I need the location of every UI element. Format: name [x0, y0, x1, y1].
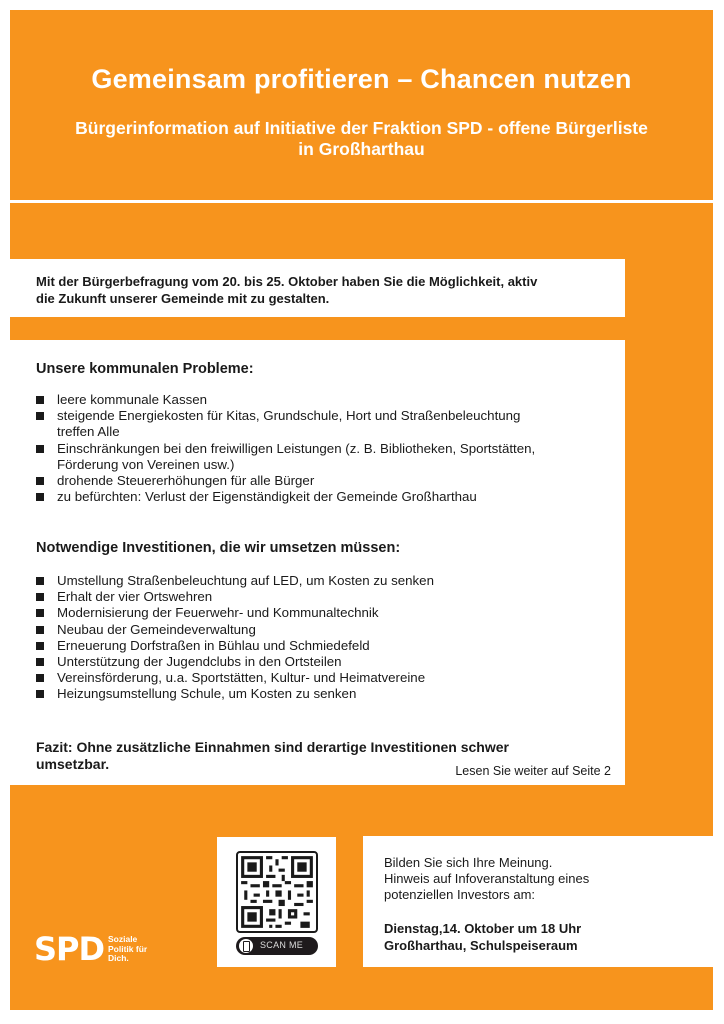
bullet-square-icon: [36, 674, 44, 682]
list-item: zu befürchten: Verlust der Eigenständigkeit der Gemeinde Großharthau: [36, 489, 616, 505]
qr-code-box: [217, 837, 336, 967]
intro-text: [36, 273, 616, 307]
list-item: Modernisierung der Feuerwehr- und Kommunaltechnik: [36, 605, 616, 621]
conclusion-line: umsetzbar.: [36, 756, 110, 772]
event-date: Dienstag,14. Oktober um 18 Uhr: [384, 921, 582, 936]
bullet-square-icon: [36, 445, 44, 453]
intro-line: Mit der Bürgerbefragung vom 20. bis 25. Oktober haben Sie die Möglichkeit, aktiv: [36, 274, 538, 289]
bullet-square-icon: [36, 493, 44, 501]
investments-list: [36, 573, 616, 703]
list-item: leere kommunale Kassen: [36, 392, 616, 408]
list-item: Umstellung Straßenbeleuchtung auf LED, um Kosten zu senken: [36, 573, 616, 589]
list-item: Unterstützung der Jugendclubs in den Ortsteilen: [36, 654, 616, 670]
investments-heading: Notwendige Investitionen, die wir umsetzen müssen:: [36, 540, 401, 556]
info-line: Hinweis auf Infoveranstaltung eines: [384, 871, 590, 886]
event-info-box: [363, 836, 713, 967]
intro-line: die Zukunft unserer Gemeinde mit zu gestalten.: [36, 291, 330, 306]
list-item: Heizungsumstellung Schule, um Kosten zu senken: [36, 686, 616, 702]
info-line: potenziellen Investors am:: [384, 887, 536, 902]
problems-heading: Unsere kommunalen Probleme:: [36, 361, 254, 377]
info-line: Bilden Sie sich Ihre Meinung.: [384, 855, 553, 870]
header-banner: [10, 10, 713, 200]
bullet-square-icon: [36, 658, 44, 666]
qr-code-graphic: [238, 853, 316, 931]
list-item: Erhalt der vier Ortswehren: [36, 589, 616, 605]
spd-tagline: [108, 935, 147, 964]
phone-icon: [238, 938, 254, 954]
subtitle-line: Bürgerinformation auf Initiative der Fraktion SPD - offene Bürgerliste: [75, 118, 648, 138]
list-item: steigende Energiekosten für Kitas, Grundschule, Hort und Straßenbeleuchtung treffen Alle: [36, 408, 547, 440]
tagline-line: Dich.: [108, 953, 129, 963]
subtitle-line: in Großharthau: [298, 139, 425, 159]
bullet-square-icon: [36, 477, 44, 485]
bullet-square-icon: [36, 593, 44, 601]
list-item: drohende Steuererhöhungen für alle Bürger: [36, 473, 616, 489]
bullet-square-icon: [36, 626, 44, 634]
list-item: Neubau der Gemeindeverwaltung: [36, 622, 616, 638]
spd-logo: SPD: [34, 930, 105, 968]
scan-me-label: SCAN ME: [260, 940, 304, 950]
conclusion-line: Fazit: Ohne zusätzliche Einnahmen sind derartige Investitionen schwer: [36, 739, 509, 755]
list-item: Einschränkungen bei den freiwilligen Leistungen (z. B. Bibliotheken, Sportstätten, Förderung von Vereinen usw.): [36, 441, 577, 473]
list-item: Vereinsförderung, u.a. Sportstätten, Kultur- und Heimatvereine: [36, 670, 616, 686]
bullet-square-icon: [36, 609, 44, 617]
scan-me-badge: [236, 937, 318, 955]
intro-box: [10, 259, 625, 317]
list-item: Erneuerung Dorfstraßen in Bühlau und Schmiedefeld: [36, 638, 616, 654]
bullet-square-icon: [36, 642, 44, 650]
bullet-square-icon: [36, 577, 44, 585]
continue-note: Lesen Sie weiter auf Seite 2: [455, 764, 611, 778]
bullet-square-icon: [36, 412, 44, 420]
qr-code-icon[interactable]: [236, 851, 318, 933]
bullet-square-icon: [36, 396, 44, 404]
content-box: [10, 340, 625, 785]
bullet-square-icon: [36, 690, 44, 698]
page-subtitle: [10, 118, 713, 160]
page-title: Gemeinsam profitieren – Chancen nutzen: [91, 64, 632, 94]
event-details: [384, 920, 581, 954]
event-intro: [384, 855, 589, 903]
event-place: Großharthau, Schulspeiseraum: [384, 938, 578, 953]
problems-list: [36, 392, 616, 505]
tagline-line: Politik für: [108, 943, 148, 954]
tagline-line: Soziale: [108, 934, 138, 944]
